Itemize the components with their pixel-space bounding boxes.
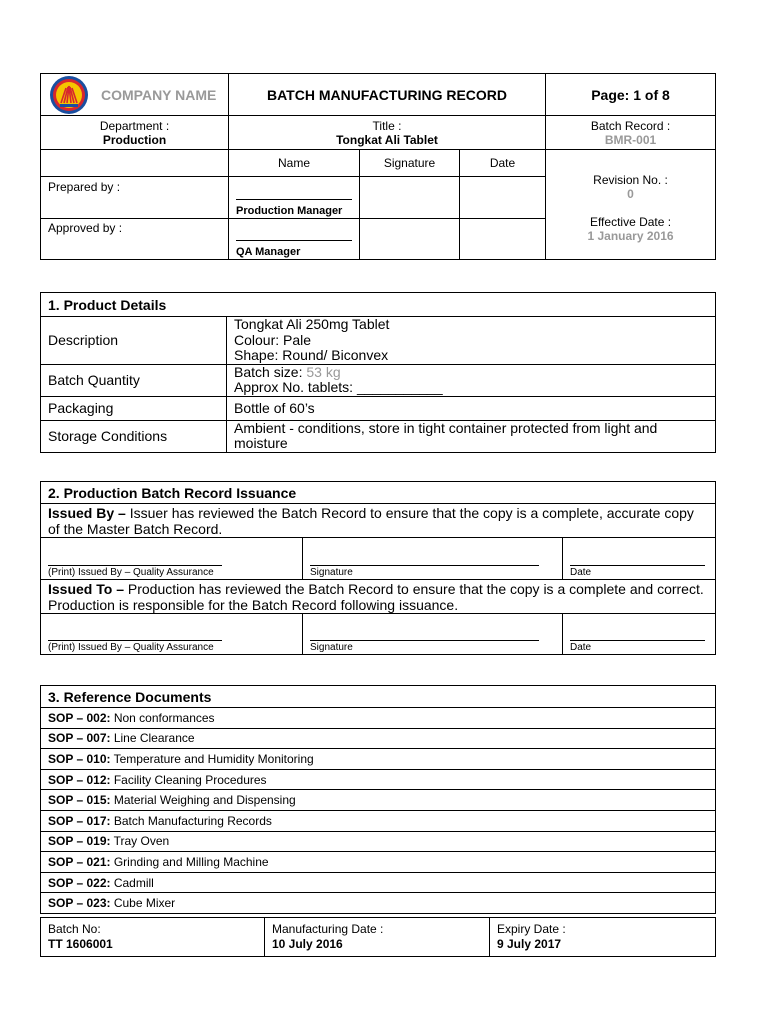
approved-by-label: Approved by : [41, 219, 229, 260]
sop-name: Batch Manufacturing Records [110, 813, 272, 828]
issued-to-print-cell[interactable] [41, 614, 303, 655]
sop-code: SOP – 010: [48, 751, 111, 766]
sop-name: Cadmill [110, 875, 154, 890]
sop-code: SOP – 021: [48, 854, 111, 869]
company-logo-icon [49, 75, 89, 115]
prepared-signature-cell[interactable] [360, 177, 460, 219]
issuance-table [40, 481, 716, 655]
reference-item [41, 872, 716, 893]
signature-label: Signature [310, 640, 539, 653]
packaging-value: Bottle of 60’s [227, 396, 716, 420]
company-name: COMPANY NAME [101, 86, 217, 103]
reference-item [41, 728, 716, 749]
approved-date-cell[interactable] [460, 219, 546, 260]
sop-code: SOP – 017: [48, 813, 111, 828]
sop-code: SOP – 019: [48, 834, 111, 849]
sop-name: Non conformances [110, 710, 215, 725]
prepared-date-cell[interactable] [460, 177, 546, 219]
qa-manager-label: QA Manager [236, 246, 301, 258]
col-date: Date [460, 150, 546, 177]
issued-by-date-cell[interactable] [563, 538, 716, 580]
batch-quantity-value [227, 364, 716, 396]
batch-footer-table [40, 917, 716, 957]
issued-to-row [41, 580, 716, 614]
sop-name: Facility Cleaning Procedures [110, 772, 267, 787]
description-label: Description [41, 317, 227, 365]
page-number: Page: 1 of 8 [546, 74, 716, 116]
issued-to-label: Issued To – [48, 580, 124, 597]
prepared-name-cell [229, 177, 360, 219]
reference-item [41, 810, 716, 831]
prepared-name-line [236, 199, 352, 200]
issued-by-label: Issued By – [48, 504, 126, 521]
col-signature: Signature [360, 150, 460, 177]
reference-item [41, 769, 716, 790]
sop-name: Tray Oven [110, 834, 170, 849]
batch-size-prefix: Batch size: [234, 363, 307, 380]
revision-effective-cell [546, 150, 716, 260]
manufacturing-date-label: Manufacturing Date : [272, 922, 384, 936]
issued-to-text: Production has reviewed the Batch Record to ensure that the copy is a complete and correct. Production is responsible for the Batch Record following issuance. [48, 580, 704, 613]
print-label: (Print) Issued By – Quality Assurance [48, 565, 222, 578]
reference-item [41, 708, 716, 729]
issued-by-signature-cell[interactable] [303, 538, 563, 580]
reference-heading: 3. Reference Documents [41, 686, 716, 708]
batch-no-cell [41, 918, 265, 957]
title-cell [229, 116, 546, 150]
batch-quantity-label: Batch Quantity [41, 364, 227, 396]
reference-item [41, 893, 716, 914]
department-cell [41, 116, 229, 150]
approx-tablets: Approx No. tablets: ___________ [234, 379, 443, 395]
sop-name: Grinding and Milling Machine [110, 854, 269, 869]
approved-name-cell [229, 219, 360, 260]
batch-no-label: Batch No: [48, 922, 101, 936]
reference-item [41, 790, 716, 811]
print-label: (Print) Issued By – Quality Assurance [48, 640, 222, 653]
department-value: Production [102, 132, 167, 147]
packaging-label: Packaging [41, 396, 227, 420]
reference-item [41, 852, 716, 873]
sop-code: SOP – 012: [48, 772, 111, 787]
reference-item [41, 831, 716, 852]
issued-by-print-cell[interactable] [41, 538, 303, 580]
description-line: Shape: Round/ Biconvex [234, 347, 389, 363]
issuance-heading: 2. Production Batch Record Issuance [41, 482, 716, 504]
expiry-date-cell [490, 918, 716, 957]
product-details-table [40, 292, 716, 453]
sop-name: Temperature and Humidity Monitoring [110, 751, 314, 766]
batch-no-value: TT 1606001 [48, 937, 113, 951]
expiry-date-label: Expiry Date : [497, 922, 566, 936]
header-table [40, 73, 716, 260]
sop-name: Line Clearance [110, 731, 195, 746]
sop-name: Material Weighing and Dispensing [110, 793, 296, 808]
sop-code: SOP – 023: [48, 896, 111, 911]
storage-label: Storage Conditions [41, 420, 227, 452]
product-details-heading: 1. Product Details [41, 293, 716, 317]
batch-record-value: BMR-001 [604, 132, 657, 147]
blank-cell [41, 150, 229, 177]
title-value: Tongkat Ali Tablet [336, 132, 438, 147]
title-label: Title : [372, 118, 402, 133]
manufacturing-date-value: 10 July 2016 [272, 937, 343, 951]
issued-to-date-cell[interactable] [563, 614, 716, 655]
department-label: Department : [99, 118, 170, 133]
prepared-by-label: Prepared by : [41, 177, 229, 219]
revision-label: Revision No. : [593, 172, 668, 187]
reference-documents-table [40, 685, 716, 914]
approved-signature-cell[interactable] [360, 219, 460, 260]
expiry-date-value: 9 July 2017 [497, 937, 562, 951]
signature-label: Signature [310, 565, 539, 578]
storage-value: Ambient - conditions, store in tight container protected from light and moisture [227, 420, 716, 452]
document-title: BATCH MANUFACTURING RECORD [229, 74, 546, 116]
issued-to-signature-cell[interactable] [303, 614, 563, 655]
batch-record-cell [546, 116, 716, 150]
sop-code: SOP – 022: [48, 875, 111, 890]
approved-name-line [236, 240, 352, 241]
logo-cell [41, 74, 229, 116]
batch-record-label: Batch Record : [590, 118, 671, 133]
sop-code: SOP – 015: [48, 793, 111, 808]
sop-code: SOP – 002: [48, 710, 111, 725]
manufacturing-date-cell [265, 918, 490, 957]
description-value [227, 317, 716, 365]
col-name: Name [229, 150, 360, 177]
production-manager-label: Production Manager [236, 205, 343, 217]
revision-value: 0 [627, 186, 634, 201]
effective-value: 1 January 2016 [587, 228, 674, 243]
description-line: Colour: Pale [234, 331, 312, 348]
date-label: Date [570, 565, 705, 578]
date-label: Date [570, 640, 705, 653]
effective-label: Effective Date : [589, 214, 672, 229]
sop-name: Cube Mixer [110, 896, 176, 911]
issued-by-row [41, 504, 716, 538]
issued-by-text: Issuer has reviewed the Batch Record to ensure that the copy is a complete, accurate copy of the Master Batch Record. [48, 504, 694, 537]
description-line: Tongkat Ali 250mg Tablet [234, 316, 390, 332]
batch-size-value: 53 kg [306, 363, 341, 380]
reference-item [41, 749, 716, 770]
sop-code: SOP – 007: [48, 731, 111, 746]
